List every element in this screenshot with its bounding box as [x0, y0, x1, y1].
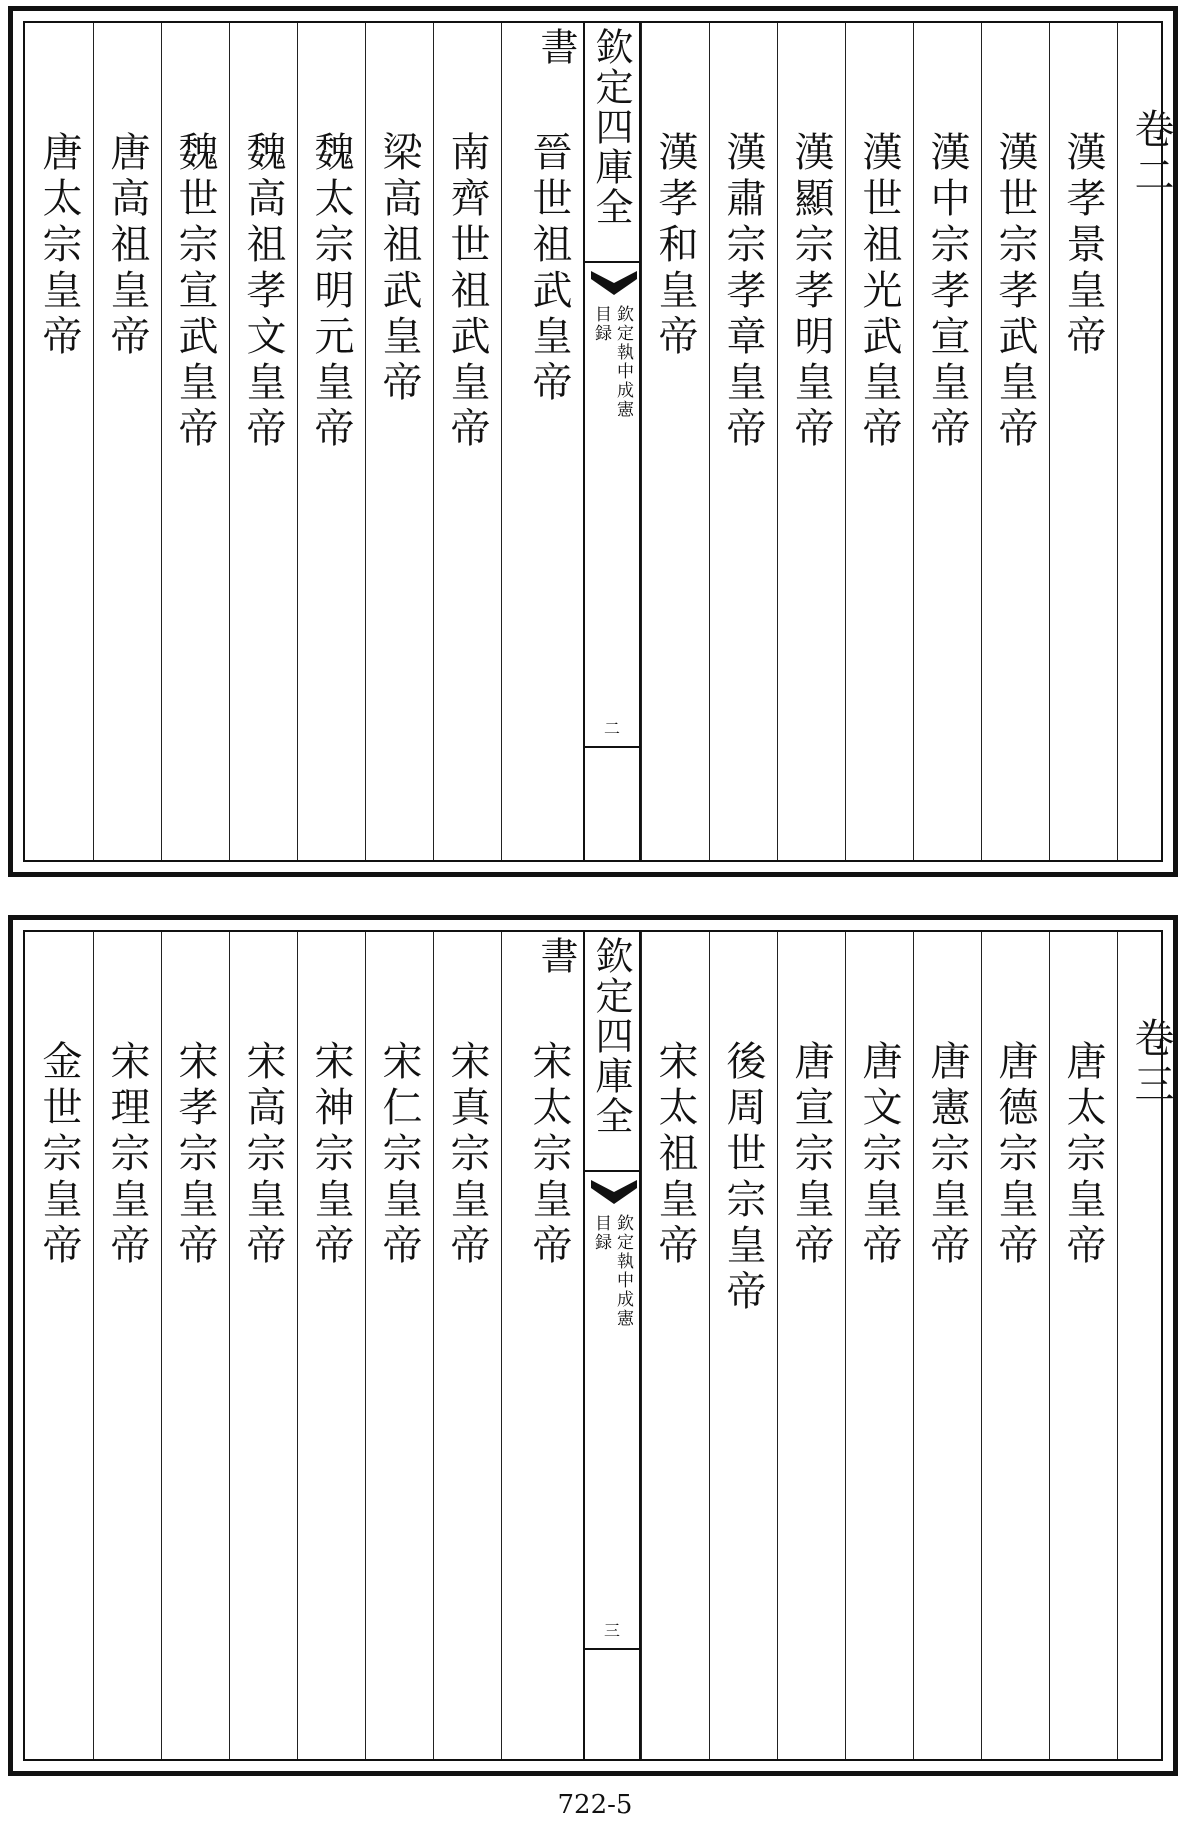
- list-item: 唐宣宗皇帝: [777, 932, 845, 1759]
- list-item: 南齊世祖武皇帝: [433, 23, 501, 860]
- list-item: 漢顯宗孝明皇帝: [777, 23, 845, 860]
- list-item: 唐憲宗皇帝: [913, 932, 981, 1759]
- fish-tail-icon: [589, 1178, 639, 1206]
- list-item: 宋神宗皇帝: [297, 932, 365, 1759]
- list-item: 漢孝和皇帝: [641, 23, 709, 860]
- list-item: 唐高祖皇帝: [93, 23, 161, 860]
- list-item: 漢肅宗孝章皇帝: [709, 23, 777, 860]
- list-item: 宋仁宗皇帝: [365, 932, 433, 1759]
- list-item: 唐文宗皇帝: [845, 932, 913, 1759]
- volume-label: 卷二: [1117, 23, 1185, 860]
- banner-title: 欽定四庫全書: [585, 23, 639, 263]
- banner-book-title: 欽定執中成憲: [613, 1214, 633, 1328]
- banner-title: 欽定四庫全書: [585, 932, 639, 1172]
- volume-label: 卷三: [1117, 932, 1185, 1759]
- list-item: 魏世宗宣武皇帝: [161, 23, 229, 860]
- list-item: 魏高祖孝文皇帝: [229, 23, 297, 860]
- list-item: 唐太宗皇帝: [1049, 932, 1117, 1759]
- divider: [585, 746, 639, 748]
- page-volume-3: [8, 915, 1178, 1776]
- list-item: 宋理宗皇帝: [93, 932, 161, 1759]
- list-item: 宋太祖皇帝: [641, 932, 709, 1759]
- banner-subtitle: [585, 305, 639, 419]
- list-item: 漢世宗孝武皇帝: [981, 23, 1049, 860]
- list-item: 宋太宗皇帝: [501, 932, 583, 1759]
- page-number: 二: [603, 719, 620, 738]
- list-item: 宋真宗皇帝: [433, 932, 501, 1759]
- list-item: 金世宗皇帝: [36, 1040, 82, 1270]
- list-item: 唐德宗皇帝: [981, 932, 1049, 1759]
- page-number: 三: [603, 1621, 620, 1640]
- banner-subtitle: [585, 1214, 639, 1328]
- page-footer: 722-5: [557, 1790, 633, 1820]
- page-volume-2: [8, 6, 1178, 877]
- divider: [585, 1648, 639, 1650]
- banner-section: 目録: [591, 1214, 611, 1252]
- list-item: 漢孝景皇帝: [1049, 23, 1117, 860]
- page-frame: [23, 930, 1174, 1761]
- list-item: 魏太宗明元皇帝: [297, 23, 365, 860]
- list-item: 後周世宗皇帝: [709, 932, 777, 1759]
- banner-section: 目録: [591, 305, 611, 343]
- list-item: 梁高祖武皇帝: [365, 23, 433, 860]
- list-item: 宋孝宗皇帝: [161, 932, 229, 1759]
- list-item: 晉世祖武皇帝: [501, 23, 583, 860]
- list-item: 唐太宗皇帝: [36, 131, 82, 361]
- banner-book-title: 欽定執中成憲: [613, 305, 633, 419]
- page-frame: [23, 21, 1174, 862]
- list-item: 漢世祖光武皇帝: [845, 23, 913, 860]
- list-item: 漢中宗孝宣皇帝: [913, 23, 981, 860]
- fish-tail-icon: [589, 269, 639, 297]
- list-item: 宋高宗皇帝: [229, 932, 297, 1759]
